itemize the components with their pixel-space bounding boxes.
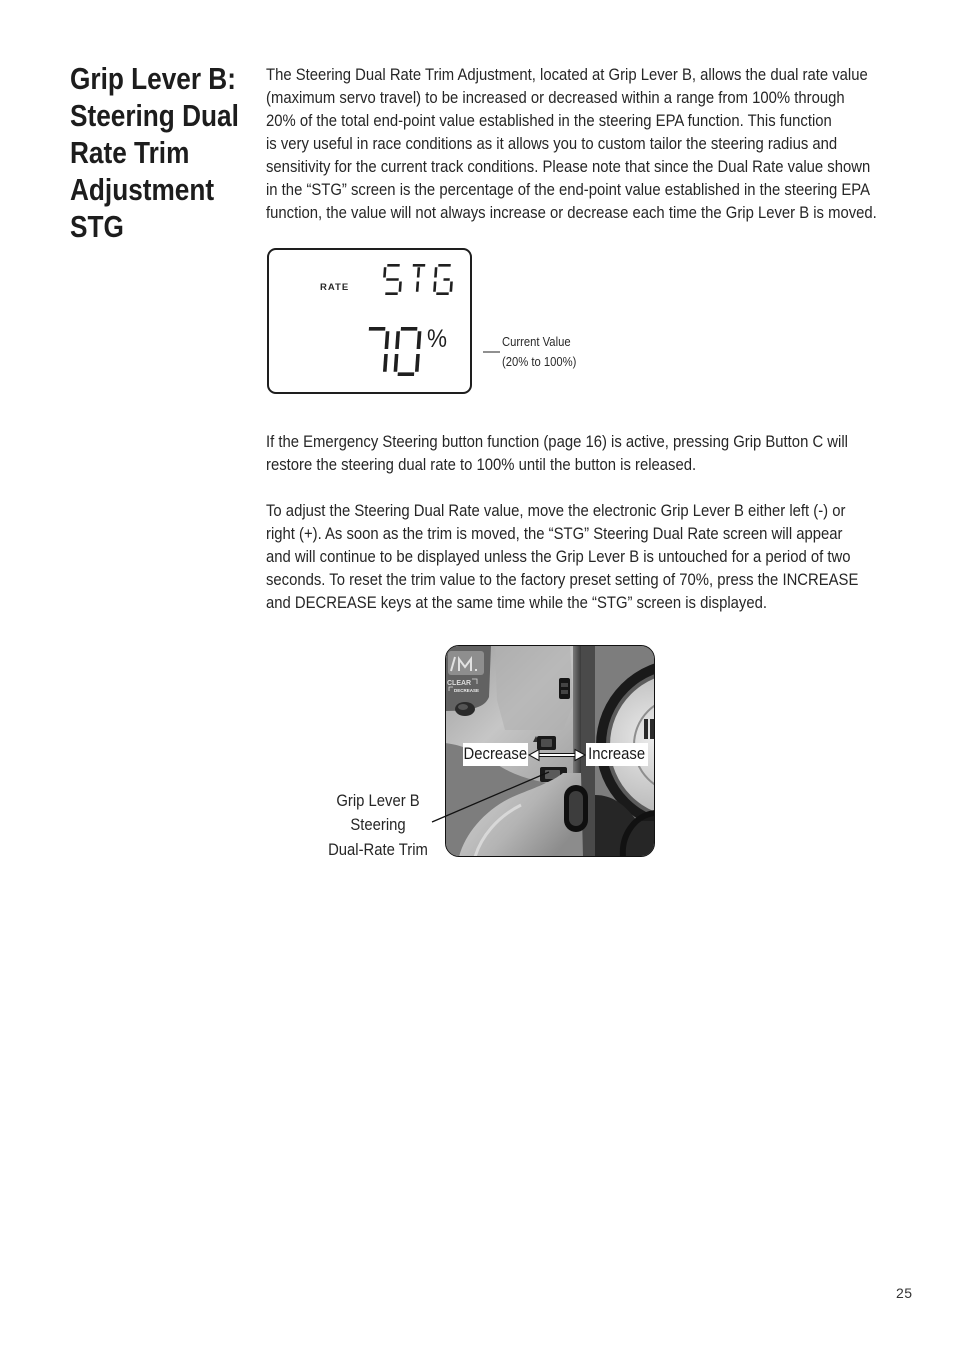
lcd-value-display [358, 324, 428, 380]
lcd-segment [417, 267, 420, 277]
lcd-mode-display [380, 262, 460, 300]
oval-button-highlight [458, 704, 468, 710]
lcd-segment [398, 372, 415, 376]
decrease-tag-label: Decrease [463, 745, 528, 763]
lcd-segment [450, 282, 453, 292]
lcd-segment [369, 327, 386, 331]
text-line: function, the value will not always increase or decrease each time the Grip Lever B is moved. [266, 203, 877, 222]
emergency-paragraph [266, 431, 874, 477]
text-line: in the “STG” screen is the percentage of the end-point value established in the steering EPA [266, 180, 870, 199]
lcd-character [382, 264, 403, 295]
decrease-tag [463, 743, 528, 766]
toggle-switch [559, 678, 570, 699]
toggle-switch-ridge [561, 683, 568, 687]
lcd-segment [434, 267, 437, 277]
body-seam [573, 645, 581, 795]
wheel-mark [650, 719, 654, 739]
lcd-segment [383, 354, 388, 372]
lcd-segment [436, 292, 449, 295]
lcd-segment [443, 278, 449, 281]
lcd-percent-unit: % [427, 325, 448, 353]
text-line: is very useful in race conditions as it allows you to custom tailor the steering radius and [266, 134, 838, 153]
lcd-segment [413, 264, 426, 267]
caption-line: Dual-Rate Trim [328, 840, 428, 859]
grip-lever-caption [306, 789, 450, 863]
section-title-line: STG [70, 208, 124, 244]
lcd-segment [385, 292, 398, 295]
text-line: and DECREASE keys at the same time while the “STG” screen is displayed. [266, 593, 767, 612]
section-title-line: Rate Trim [70, 134, 190, 170]
adjust-paragraph [266, 500, 874, 615]
text-line: To adjust the Steering Dual Rate value, move the electronic Grip Lever B either left (-) or [266, 501, 846, 520]
text-line: restore the steering dual rate to 100% until the button is released. [266, 455, 697, 474]
intro-paragraph [266, 64, 877, 225]
lcd-segment [395, 331, 400, 349]
callout-line: (20% to 100%) [502, 355, 577, 369]
text-line: sensitivity for the current track conditions. Please note that since the Dual Rate value shown [266, 157, 871, 176]
text-line: (maximum servo travel) to be increased or decreased within a range from 100% through [266, 88, 845, 107]
lcd-segment [387, 264, 400, 267]
section-title [70, 60, 239, 245]
lcd-character [411, 264, 425, 292]
page-number: 25 [896, 1285, 913, 1301]
lcd-rate-label: RATE [320, 282, 350, 293]
text-line: 20% of the total end-point value established in the steering EPA function. This function [266, 111, 832, 130]
lcd-segment [399, 282, 402, 292]
lcd-segment [417, 331, 422, 349]
caption-line: Steering [350, 816, 406, 835]
toggle-switch-ridge [561, 690, 568, 694]
increase-tag [586, 743, 648, 766]
lcd-character [393, 327, 421, 376]
lcd-segment [415, 354, 420, 372]
section-title-line: Adjustment [70, 171, 215, 207]
lcd-segment [401, 327, 418, 331]
section-title-line: Steering Dual [70, 97, 239, 133]
lcd-segment [416, 282, 419, 292]
lcd-segment [438, 264, 451, 267]
lcd-segment [386, 278, 399, 281]
lcd-character [433, 264, 454, 295]
text-line: and will continue to be displayed unless the Grip Lever B is untouched for a period of two [266, 547, 851, 566]
lcd-segment [433, 282, 436, 292]
current-value-callout [502, 332, 576, 372]
increase-tag-label: Increase [588, 745, 646, 763]
text-line: The Steering Dual Rate Trim Adjustment, located at Grip Lever B, allows the dual rate value [266, 65, 868, 84]
lcd-segment [394, 354, 399, 372]
caption-line: Grip Lever B [336, 791, 420, 810]
wheel-mark [644, 719, 648, 739]
lcd-character [366, 327, 390, 372]
text-line: right (+). As soon as the trim is moved, the “STG” Steering Dual Rate screen will appear [266, 524, 843, 543]
text-line: If the Emergency Steering button function (page 16) is active, pressing Grip Button C will [266, 432, 848, 451]
clear-key-label: CLEAR [446, 679, 471, 687]
callout-line: Current Value [502, 335, 571, 349]
grip-button [569, 791, 583, 826]
section-title-line: Grip Lever B: [70, 60, 236, 96]
trim-switch-knob [541, 739, 552, 747]
lcd-segment [383, 267, 386, 277]
lcd-segment [385, 331, 390, 349]
decrease-key-label: DECREASE [453, 687, 479, 693]
text-line: seconds. To reset the trim value to the factory preset setting of 70%, press the INCREASE [266, 570, 859, 589]
